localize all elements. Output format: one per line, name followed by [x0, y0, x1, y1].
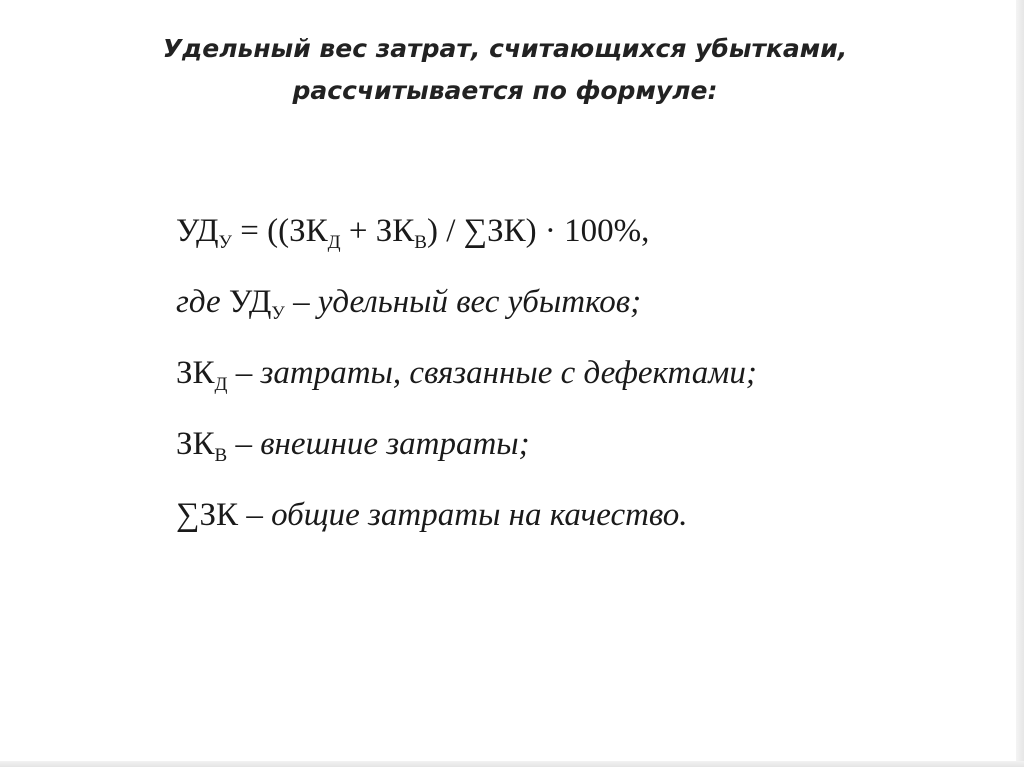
formula-plus: + ЗК [340, 213, 415, 249]
definition-text: – внешние затраты; [227, 426, 530, 462]
definition-symbol-sub: Д [214, 374, 228, 395]
formula-term2-sub: В [414, 232, 427, 253]
formula-lhs: УД [176, 213, 219, 249]
formula-block [176, 215, 936, 570]
title-line-2: рассчитывается по формуле: [292, 76, 718, 105]
definition-symbol-sub: У [271, 303, 285, 324]
definition-symbol: УД [228, 284, 272, 320]
definition-symbol: ЗК [176, 355, 215, 391]
formula-rest: ) / ∑ЗК) · 100%, [426, 213, 650, 249]
definition-text: – затраты, связанные с дефектами; [227, 355, 757, 391]
definition-sum-zk [176, 499, 936, 570]
formula-lhs-sub: У [218, 232, 232, 253]
main-formula [176, 215, 936, 286]
title-line-1: Удельный вес затрат, считающихся убытками, [162, 34, 848, 63]
definition-symbol: ЗК [176, 426, 215, 462]
definition-prefix: где [176, 284, 229, 320]
slide-edge-right [1016, 0, 1024, 767]
slide-title [0, 28, 1010, 112]
definition-text: – общие затраты на качество. [238, 497, 688, 533]
definition-ud [176, 286, 936, 357]
formula-term1-sub: Д [327, 232, 341, 253]
formula-eq-open: = ((ЗК [232, 213, 328, 249]
definition-symbol: ∑ЗК [176, 497, 239, 533]
definition-text: – удельный вес убытков; [284, 284, 642, 320]
slide-edge-bottom [0, 761, 1024, 767]
definition-symbol-sub: В [214, 445, 228, 466]
definition-zk-d [176, 357, 936, 428]
definition-zk-v [176, 428, 936, 499]
